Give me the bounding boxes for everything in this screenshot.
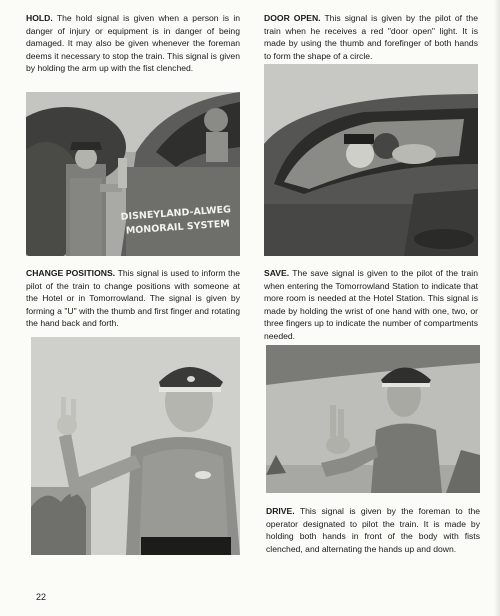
change-positions-photo	[31, 337, 240, 555]
door-open-text-block	[264, 12, 478, 62]
drive-text-block	[266, 505, 480, 555]
hold-photo-sign-line1: DISNEYLAND-ALWEG	[120, 204, 232, 223]
change-positions-body: This signal is used to inform the pilot of the train to change positions with someone at the Hotel or in Tomorrowland. The signal is given by forming a "U" with the thumb and first finger and rotating the hand back and forth.	[26, 268, 240, 329]
drive-heading: DRIVE.	[266, 506, 295, 516]
door-open-photo	[264, 64, 478, 256]
door-open-body: This signal is given by the pilot of the train when he receives a red "door open" light. It is made by using the thumb and forefinger of both hands to form the shape of a circle.	[264, 13, 478, 61]
drive-body: This signal is given by the foreman to the operator designated to pilot the train. It is made by holding both hands in front of the body with fists clenched, and alternating the hands up and down.	[266, 506, 481, 554]
hold-body: The hold signal is given when a person is in danger of injury or equipment is in danger of being damaged. It may also be given whenever the foreman deems it necessary to stop the train. This signal is given by holding the arm up with the fist clenched.	[26, 13, 241, 74]
change-positions-heading: CHANGE POSITIONS.	[26, 268, 116, 278]
hold-photo	[26, 92, 240, 256]
save-photo	[266, 345, 480, 493]
page-number: 22	[36, 592, 47, 602]
save-body: The save signal is given to the pilot of the train when entering the Tomorrowland Station to indicate that more room is needed at the Hotel Station. This signal is made by holding the wrist of one hand with one, two, or three fingers up to indicate the number of compartments needed.	[264, 268, 478, 341]
page-edge-shadow	[494, 0, 500, 616]
hold-photo-sign-line2: MONORAIL SYSTEM	[125, 218, 231, 237]
hold-text-block	[26, 12, 240, 75]
save-heading: SAVE.	[264, 268, 290, 278]
save-text-block	[264, 267, 478, 343]
door-open-heading: DOOR OPEN.	[264, 13, 321, 23]
change-positions-text-block	[26, 267, 240, 330]
hold-heading: HOLD.	[26, 13, 53, 23]
